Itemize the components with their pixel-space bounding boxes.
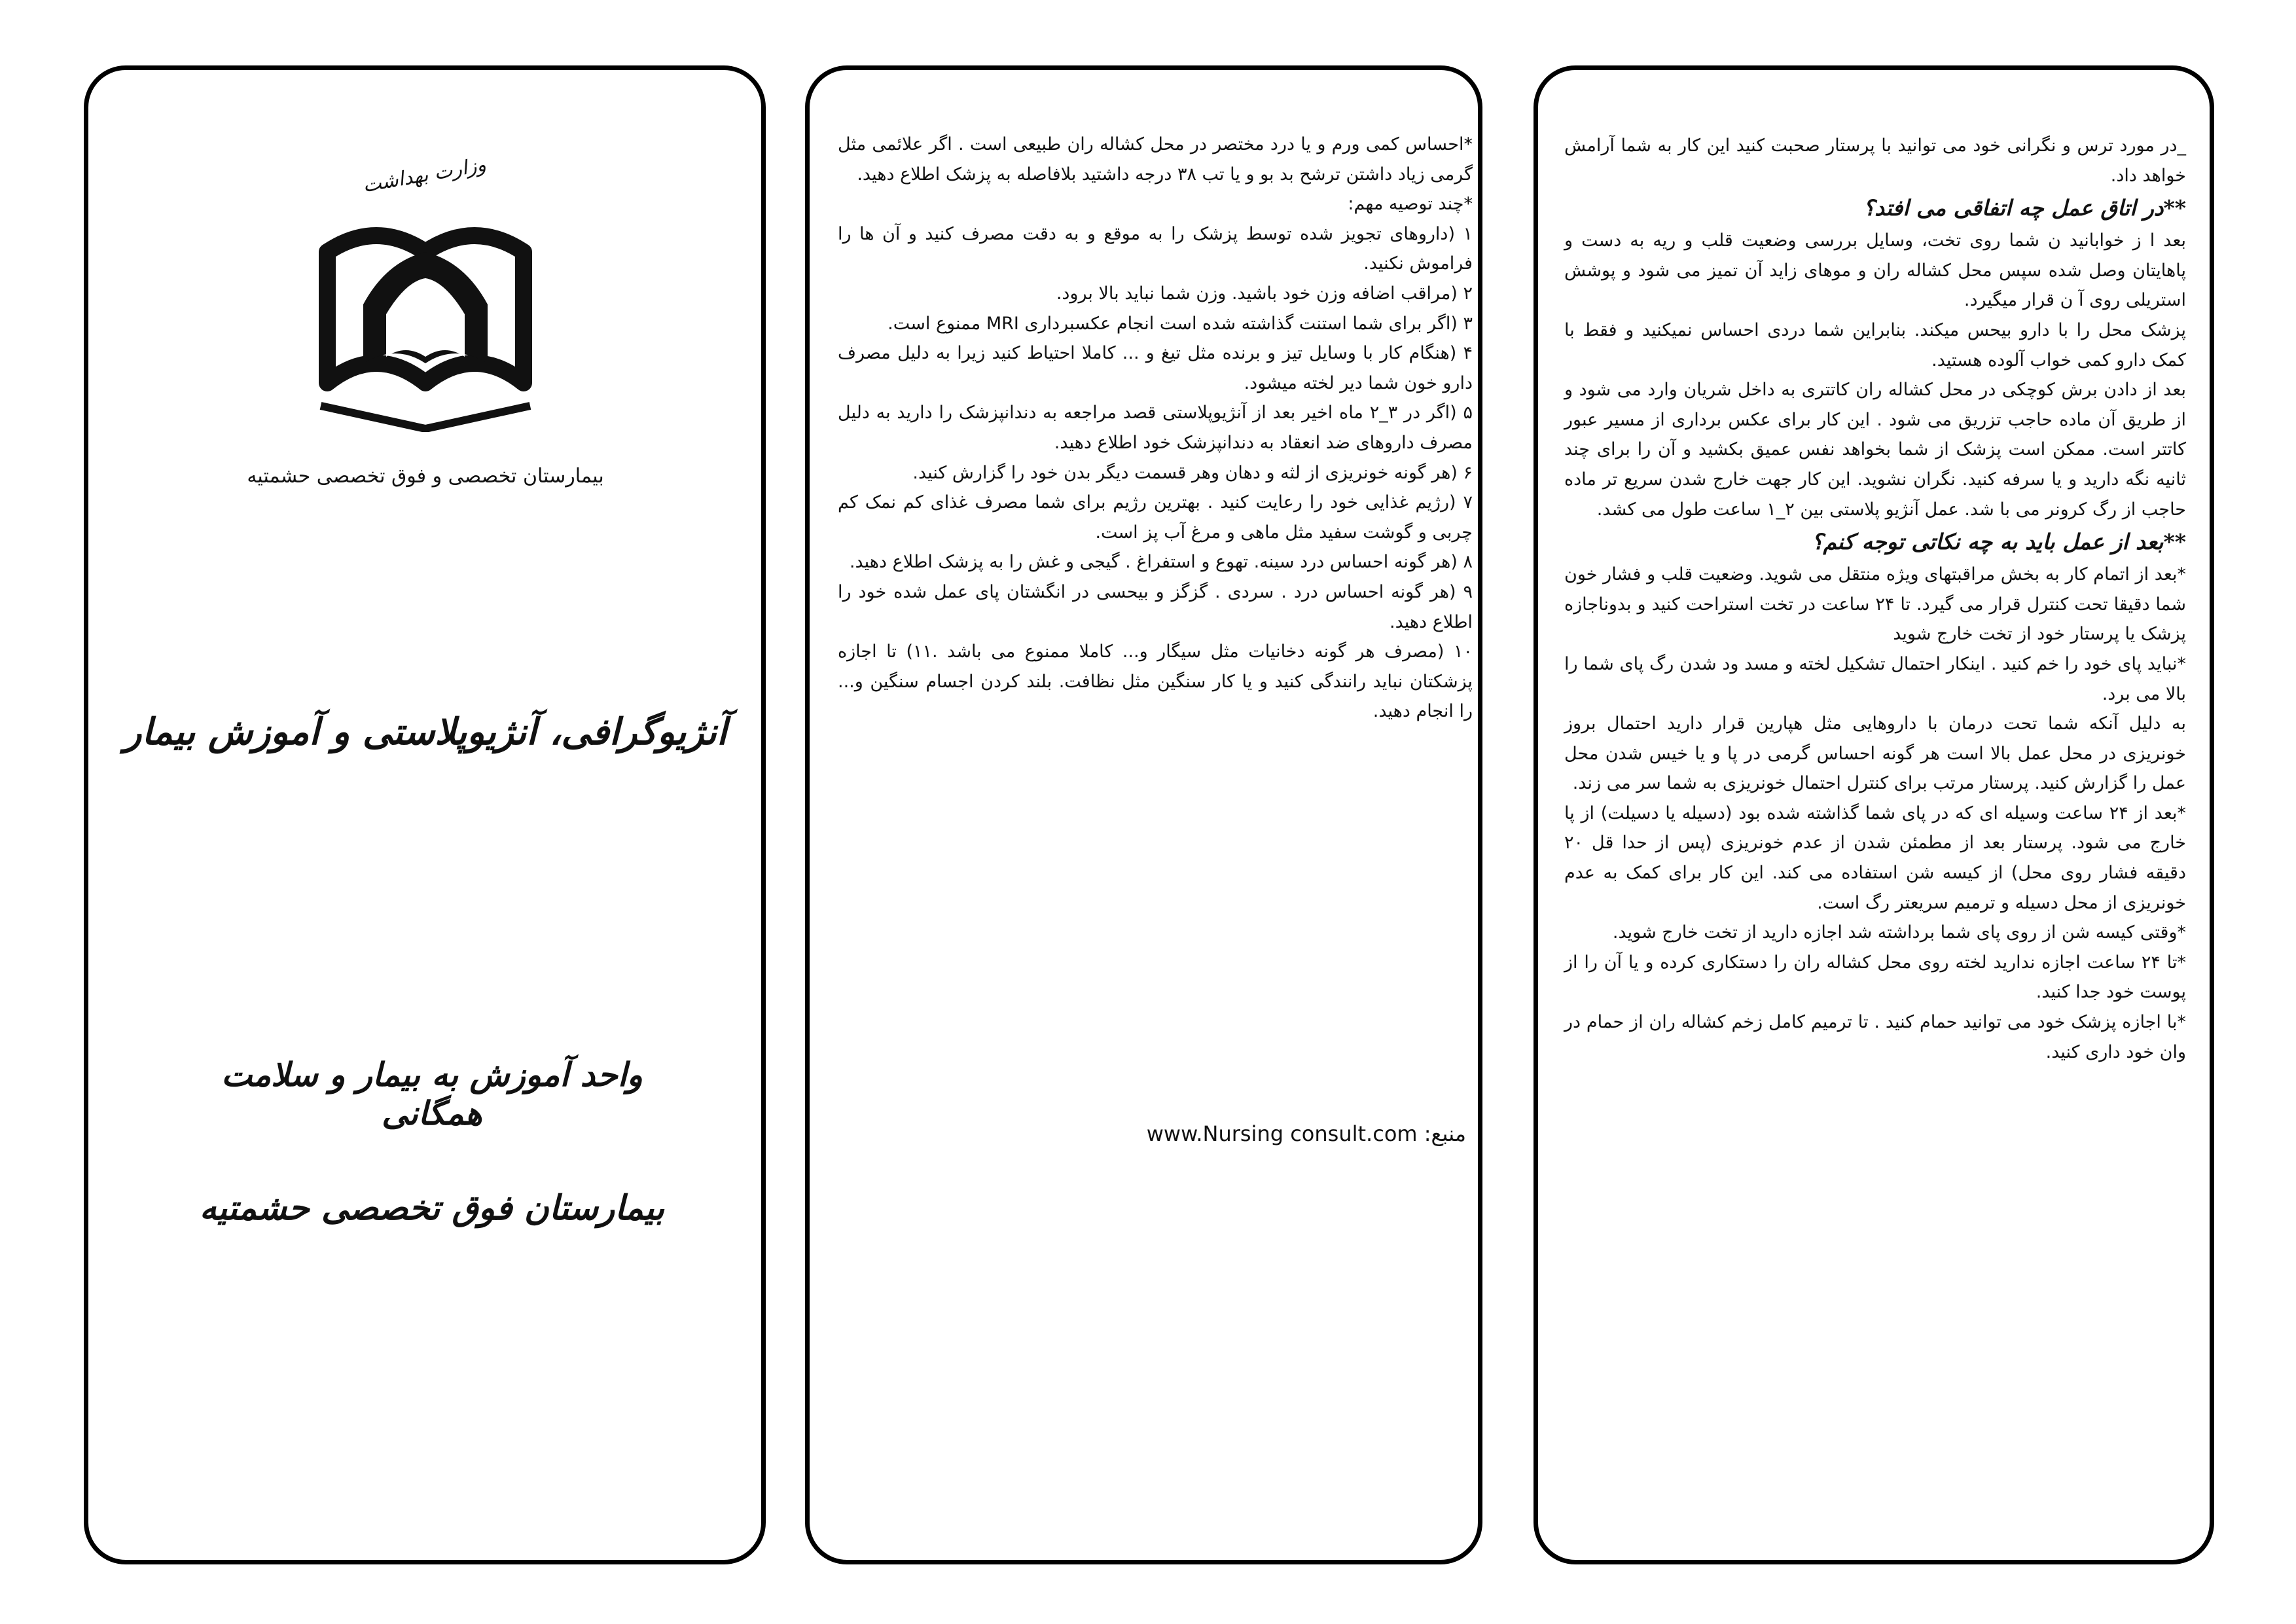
paragraph: _در مورد ترس و نگرانی خود می توانید با پرستار صحبت کنید این کار به شما آرامش خواهد داد. [1564,135,2186,186]
list-item: ۱ (داروهای تجویز شده توسط پزشک را به موقع و به دقت مصرف کنید و آن ها را فراموش نکنید. [838,223,1473,274]
paragraph: *نباید پای خود را خم کنید . اینکار احتمال تشکیل لخته و مسد ود شدن رگ پای شما را بالا می برد. [1564,653,2186,704]
list-item: ۶ (هر گونه خونریزی از لثه و دهان وهر قسمت دیگر بدن خود را گزارش کنید. [912,462,1473,483]
source-url: www.Nursing consult.com [1146,1121,1418,1146]
source-citation [1073,1121,1466,1146]
paragraph: بعد ا ز خوابانید ن شما روی تخت، وسایل بررسی وضعیت قلب و ریه به دست و پاهایتان وصل شده سپس محل کشاله ران و موهای زاید آن تمیز می شود و پوشش استریلی روی آ ن قرار میگیرد. [1564,230,2186,311]
recommendations-text [838,130,1473,727]
paragraph: *با اجازه پزشک خود می توانید حمام کنید . تا ترمیم کامل زخم کشاله ران از حمام در وان خود داری کنید. [1564,1012,2186,1062]
paragraph: *وقتی کیسه شن از روی پای شما برداشته شد اجازه دارید از تخت خارج شوید. [1612,922,2186,943]
paragraph: *تا ۲۴ ساعت اجازه ندارید لخته روی محل کشاله ران را دستکاری کرده و یا آن را از پوست خود جدا کنید. [1564,952,2186,1003]
list-item: ۷ (رژیم غذایی خود را رعایت کنید . بهترین رژیم برای شما مصرف غذای کم نمک کم چربی و گوشت سفید مثل ماهی و مرغ آب پز است. [838,492,1473,543]
list-item: ۲ (مراقب اضافه وزن خود باشید. وزن شما نباید بالا برود. [1056,283,1473,304]
list-item: ۳ (اگر برای شما استنت گذاشته شده است انجام عکسبرداری MRI ممنوع است. [888,313,1473,334]
hospital-name-calligraphy: بیمارستان فوق تخصصی حشمتیه [199,1188,665,1228]
list-item: ۴ (هنگام کار با وسایل تیز و برنده مثل تیغ و ... کاملا احتیاط کنید زیرا به دلیل مصرف دارو خون شما دیر لخته میشود. [838,343,1473,393]
section-heading-after-surgery: **بعد از عمل باید به چه نکاتی توجه کنم؟ [1811,529,2186,555]
list-item: ۹ (هر گونه احساس درد . سردی . گزگز و بیحسی در انگشتان پای عمل شده خود را اطلاع دهید. [838,581,1473,632]
paragraph: *بعد از ۲۴ ساعت وسیله ای که در پای شما گذاشته شده بود (دسیله یا دسیلت) از پا خارج می شود. پرستار بعد از مطمئن شدن از عدم خونریزی (پس از حدا قل ۲۰ دقیقه فشار روی محل) از کیسه شن استفاده می کند. این کار برای کمک به عدم خونریزی از محل دسیله و ترمیم سریعتر رگ است. [1564,803,2186,913]
paragraph: پزشک محل را با دارو بیحس میکند. بنابراین شما دردی احساس نمیکنید و فقط با کمک دارو کمی خواب آلوده هستید. [1564,319,2186,370]
source-label: منبع: [1424,1121,1466,1146]
brochure-title: آنژیوگرافی، آنژیوپلاستی و آموزش بیمار [124,710,727,753]
procedure-text [1564,131,2186,1067]
paragraph: *چند توصیه مهم: [1348,194,1473,215]
patient-education-unit: واحد آموزش به بیمار و سلامت همگانی [221,1055,643,1132]
list-item: ۵ (اگر در ۳_۲ ماه اخیر بعد از آنژیوپلاستی قصد مراجعه به دندانپزشک را دارید به دلیل مصرف داروهای ضد انعقاد به دندانپزشک خود اطلاع دهید. [838,403,1473,453]
paragraph: *احساس کمی ورم و یا درد مختصر در محل کشاله ران طبیعی است . اگر علائمی مثل گرمی زیاد داشتن ترشح بد بو و یا تب ۳۸ درجه داشتید بلافاصله به پزشک اطلاع دهید. [838,134,1473,185]
section-heading-operating-room: **در اتاق عمل چه اتفاقی می افتد؟ [1863,195,2186,221]
svg-text:وزارت بهداشت: وزارت بهداشت [361,153,488,198]
paragraph: بعد از دادن برش کوچکی در محل کشاله ران کاتتری به داخل شریان وارد می شود و از طریق آن ماده حاجب تزریق می شود . این کار برای عکس برداری از مسیر عبور کاتتر است. ممکن است پزشک از شما بخواهد نفس عمیق بکشید و آن را برای چند ثانیه نگه دارید و یا سرفه کنید. نگران نشوید. این کار جهت خارج شدن سریع تر ماده حاجب از رگ کرونر می با شد. عمل آنژیو پلاستی بین ۲_۱ ساعت طول می کشد. [1564,380,2186,520]
paragraph: به دلیل آنکه شما تحت درمان با داروهایی مثل هپارین قرار دارید احتمال بروز خونریزی در محل عمل بالا است هر گونه احساس گرمی در پا و یا خیس شدن محل عمل را گزارش کنید. پرستار مرتب برای کنترل احتمال خونریزی به شما سر می زند. [1564,713,2186,794]
list-item: ۱۰ (مصرف هر گونه دخانیات مثل سیگار و... کاملا ممنوع می باشد .۱۱) تا اجازه پزشکتان نباید رانندگی کنید و یا کار سنگین مثل نظافت. بلند کردن اجسام سنگین و... را انجام دهید. [838,641,1473,722]
hospital-name: بیمارستان تخصصی و فوق تخصصی حشمتیه [247,465,604,488]
paragraph: *بعد از اتمام کار به بخش مراقبتهای ویژه منتقل می شوید. وضعیت قلب و فشار خون شما دقیقا تحت کنترل قرار می گیرد. تا ۲۴ ساعت در تخت استراحت کنید و بدوناجازه پزشک یا پرستار خود از تخت خارج شوید [1564,564,2186,645]
list-item: ۸ (هر گونه احساس درد سینه. تهوع و استفراغ . گیجی و غش را به پزشک اطلاع دهید. [849,552,1473,573]
university-logo [314,147,537,432]
